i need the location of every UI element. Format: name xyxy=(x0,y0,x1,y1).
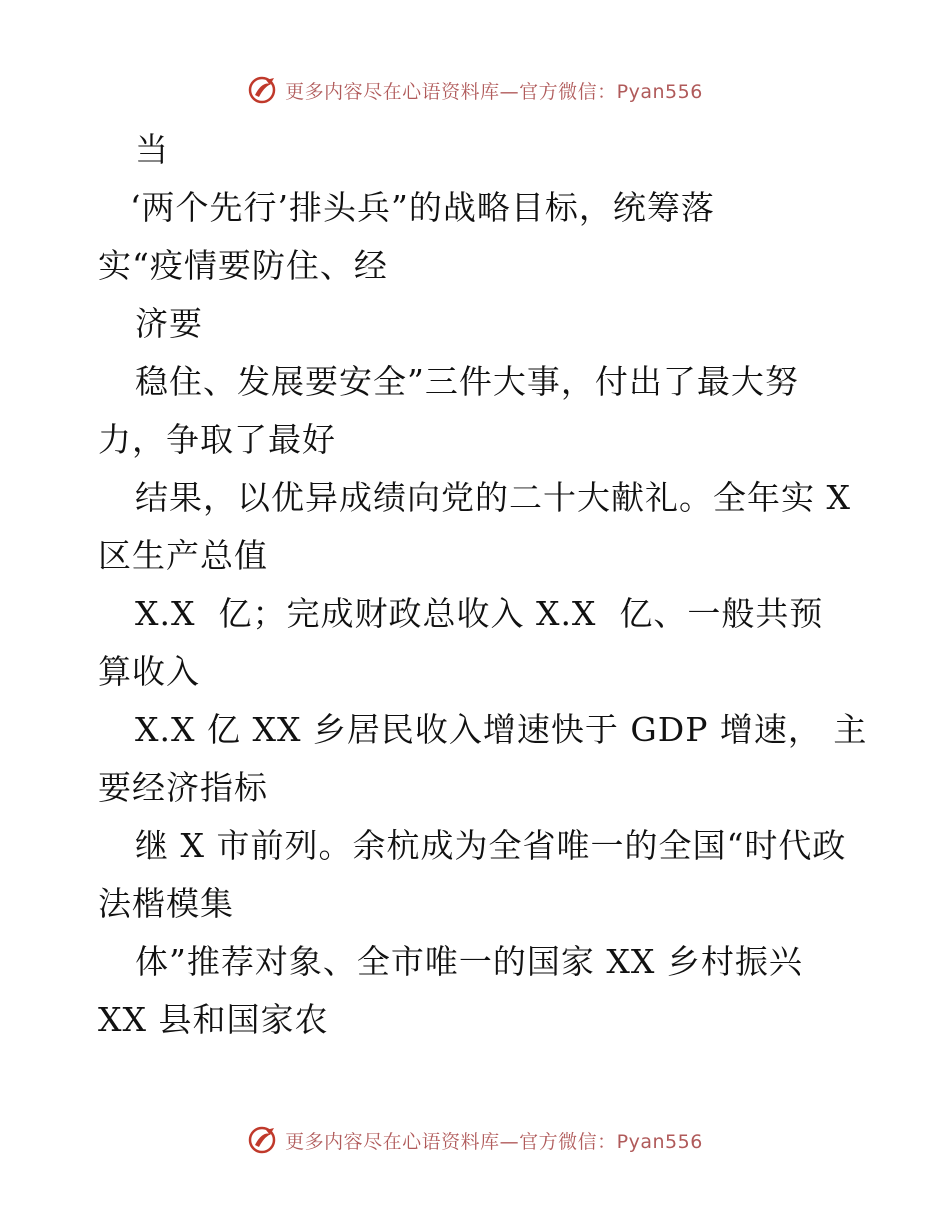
body-line: 体”推荐对象、全市唯一的国家 XX 乡村振兴 xyxy=(135,942,803,981)
body-line: 继 X 市前列。余杭成为全省唯一的全国“时代政 xyxy=(135,826,847,865)
footer-banner xyxy=(0,1120,950,1160)
body-line: 要经济指标 xyxy=(98,768,268,807)
body-line: 当 xyxy=(135,130,169,169)
body-line: 区生产总值 xyxy=(98,536,268,575)
body-line: 法楷模集 xyxy=(98,884,234,923)
body-line: XX 县和国家农 xyxy=(98,1000,329,1039)
body-line: 算收入 xyxy=(98,652,200,691)
body-line: X.X 亿 XX 乡居民收入增速快于 GDP 增速， 主 xyxy=(135,710,868,749)
body-line: 实“疫情要防住、经 xyxy=(98,246,388,285)
body-line: X.X 亿；完成财政总收入 X.X 亿、一般共预 xyxy=(135,594,824,633)
header-banner xyxy=(0,70,950,110)
body-line: 结果，以优异成绩向党的二十大献礼。全年实 X xyxy=(135,478,851,517)
body-line: 稳住、发展要安全”三件大事，付出了最大努 xyxy=(135,362,799,401)
body-line: 济要 xyxy=(135,304,203,343)
logo-icon xyxy=(247,75,277,105)
footer-banner-text: 更多内容尽在心语资料库—官方微信：Pyan556 xyxy=(285,1130,703,1153)
header-banner-text: 更多内容尽在心语资料库—官方微信：Pyan556 xyxy=(285,80,703,103)
body-line: ‘两个先行’排头兵”的战略目标，统筹落 xyxy=(130,188,715,227)
logo-icon xyxy=(247,1125,277,1155)
body-line: 力，争取了最好 xyxy=(98,420,336,459)
